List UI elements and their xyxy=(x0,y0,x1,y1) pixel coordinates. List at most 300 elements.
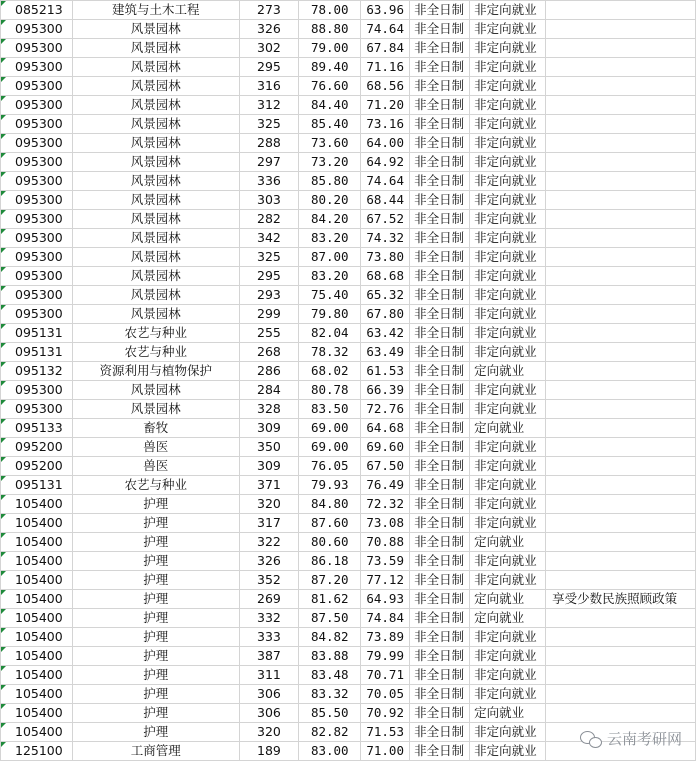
employment-type-cell: 非定向就业 xyxy=(470,571,546,590)
study-mode-cell: 非全日制 xyxy=(410,362,470,381)
remark-cell xyxy=(546,134,696,153)
remark-cell: 享受少数民族照顾政策 xyxy=(546,590,696,609)
wechat-icon xyxy=(580,730,602,748)
employment-type-cell: 非定向就业 xyxy=(470,115,546,134)
employment-type-cell: 定向就业 xyxy=(470,609,546,628)
total-score-cell: 67.84 xyxy=(361,39,410,58)
study-mode-cell: 非全日制 xyxy=(410,20,470,39)
retest-score-cell: 84.20 xyxy=(299,210,361,229)
total-score-cell: 68.68 xyxy=(361,267,410,286)
employment-type-cell: 非定向就业 xyxy=(470,400,546,419)
major-code-cell: 095300 xyxy=(1,96,73,115)
remark-cell xyxy=(546,514,696,533)
employment-type-cell: 非定向就业 xyxy=(470,191,546,210)
study-mode-cell: 非全日制 xyxy=(410,476,470,495)
remark-cell xyxy=(546,115,696,134)
table-row xyxy=(1,400,696,419)
total-score-cell: 70.92 xyxy=(361,704,410,723)
major-name-cell: 风景园林 xyxy=(72,172,239,191)
initial-score-cell: 282 xyxy=(239,210,299,229)
initial-score-cell: 332 xyxy=(239,609,299,628)
remark-cell xyxy=(546,533,696,552)
total-score-cell: 73.59 xyxy=(361,552,410,571)
study-mode-cell: 非全日制 xyxy=(410,172,470,191)
retest-score-cell: 87.00 xyxy=(299,248,361,267)
study-mode-cell: 非全日制 xyxy=(410,39,470,58)
initial-score-cell: 255 xyxy=(239,324,299,343)
employment-type-cell: 非定向就业 xyxy=(470,96,546,115)
total-score-cell: 61.53 xyxy=(361,362,410,381)
major-name-cell: 护理 xyxy=(72,495,239,514)
employment-type-cell: 非定向就业 xyxy=(470,438,546,457)
study-mode-cell: 非全日制 xyxy=(410,191,470,210)
employment-type-cell: 非定向就业 xyxy=(470,58,546,77)
employment-type-cell: 定向就业 xyxy=(470,704,546,723)
major-name-cell: 兽医 xyxy=(72,457,239,476)
study-mode-cell: 非全日制 xyxy=(410,571,470,590)
employment-type-cell: 非定向就业 xyxy=(470,172,546,191)
initial-score-cell: 336 xyxy=(239,172,299,191)
employment-type-cell: 定向就业 xyxy=(470,533,546,552)
remark-cell xyxy=(546,438,696,457)
initial-score-cell: 326 xyxy=(239,20,299,39)
major-code-cell: 105400 xyxy=(1,666,73,685)
major-code-cell: 095300 xyxy=(1,210,73,229)
total-score-cell: 74.64 xyxy=(361,172,410,191)
major-name-cell: 护理 xyxy=(72,514,239,533)
retest-score-cell: 86.18 xyxy=(299,552,361,571)
study-mode-cell: 非全日制 xyxy=(410,723,470,742)
study-mode-cell: 非全日制 xyxy=(410,704,470,723)
major-name-cell: 风景园林 xyxy=(72,39,239,58)
retest-score-cell: 75.40 xyxy=(299,286,361,305)
total-score-cell: 71.53 xyxy=(361,723,410,742)
retest-score-cell: 87.50 xyxy=(299,609,361,628)
study-mode-cell: 非全日制 xyxy=(410,343,470,362)
remark-cell xyxy=(546,77,696,96)
major-name-cell: 护理 xyxy=(72,666,239,685)
study-mode-cell: 非全日制 xyxy=(410,1,470,20)
retest-score-cell: 76.60 xyxy=(299,77,361,96)
major-code-cell: 125100 xyxy=(1,742,73,761)
retest-score-cell: 87.60 xyxy=(299,514,361,533)
total-score-cell: 67.50 xyxy=(361,457,410,476)
study-mode-cell: 非全日制 xyxy=(410,552,470,571)
major-name-cell: 兽医 xyxy=(72,438,239,457)
major-name-cell: 风景园林 xyxy=(72,229,239,248)
total-score-cell: 68.44 xyxy=(361,191,410,210)
initial-score-cell: 371 xyxy=(239,476,299,495)
remark-cell xyxy=(546,552,696,571)
major-code-cell: 095300 xyxy=(1,229,73,248)
employment-type-cell: 非定向就业 xyxy=(470,495,546,514)
major-name-cell: 风景园林 xyxy=(72,77,239,96)
initial-score-cell: 326 xyxy=(239,552,299,571)
study-mode-cell: 非全日制 xyxy=(410,96,470,115)
total-score-cell: 63.42 xyxy=(361,324,410,343)
major-name-cell: 护理 xyxy=(72,704,239,723)
major-code-cell: 095133 xyxy=(1,419,73,438)
study-mode-cell: 非全日制 xyxy=(410,457,470,476)
major-name-cell: 风景园林 xyxy=(72,58,239,77)
total-score-cell: 64.93 xyxy=(361,590,410,609)
study-mode-cell: 非全日制 xyxy=(410,419,470,438)
retest-score-cell: 78.00 xyxy=(299,1,361,20)
total-score-cell: 68.56 xyxy=(361,77,410,96)
initial-score-cell: 288 xyxy=(239,134,299,153)
remark-cell xyxy=(546,628,696,647)
table-row xyxy=(1,153,696,172)
study-mode-cell: 非全日制 xyxy=(410,400,470,419)
initial-score-cell: 316 xyxy=(239,77,299,96)
remark-cell xyxy=(546,704,696,723)
major-name-cell: 护理 xyxy=(72,628,239,647)
remark-cell xyxy=(546,476,696,495)
retest-score-cell: 76.05 xyxy=(299,457,361,476)
remark-cell xyxy=(546,647,696,666)
retest-score-cell: 68.02 xyxy=(299,362,361,381)
remark-cell xyxy=(546,666,696,685)
initial-score-cell: 189 xyxy=(239,742,299,761)
table-row xyxy=(1,457,696,476)
major-code-cell: 085213 xyxy=(1,1,73,20)
study-mode-cell: 非全日制 xyxy=(410,153,470,172)
table-row xyxy=(1,39,696,58)
retest-score-cell: 83.32 xyxy=(299,685,361,704)
major-code-cell: 095131 xyxy=(1,324,73,343)
study-mode-cell: 非全日制 xyxy=(410,58,470,77)
study-mode-cell: 非全日制 xyxy=(410,229,470,248)
retest-score-cell: 83.88 xyxy=(299,647,361,666)
table-row xyxy=(1,286,696,305)
employment-type-cell: 定向就业 xyxy=(470,590,546,609)
total-score-cell: 64.00 xyxy=(361,134,410,153)
remark-cell xyxy=(546,305,696,324)
major-code-cell: 095300 xyxy=(1,20,73,39)
employment-type-cell: 非定向就业 xyxy=(470,514,546,533)
major-name-cell: 风景园林 xyxy=(72,286,239,305)
total-score-cell: 79.99 xyxy=(361,647,410,666)
retest-score-cell: 85.40 xyxy=(299,115,361,134)
major-name-cell: 风景园林 xyxy=(72,381,239,400)
employment-type-cell: 非定向就业 xyxy=(470,685,546,704)
major-name-cell: 风景园林 xyxy=(72,134,239,153)
initial-score-cell: 311 xyxy=(239,666,299,685)
major-code-cell: 105400 xyxy=(1,704,73,723)
total-score-cell: 63.49 xyxy=(361,343,410,362)
initial-score-cell: 320 xyxy=(239,723,299,742)
employment-type-cell: 非定向就业 xyxy=(470,1,546,20)
major-code-cell: 105400 xyxy=(1,571,73,590)
major-code-cell: 095300 xyxy=(1,305,73,324)
major-code-cell: 095300 xyxy=(1,172,73,191)
retest-score-cell: 83.20 xyxy=(299,229,361,248)
table-row xyxy=(1,191,696,210)
study-mode-cell: 非全日制 xyxy=(410,666,470,685)
retest-score-cell: 84.40 xyxy=(299,96,361,115)
major-code-cell: 095300 xyxy=(1,400,73,419)
table-row xyxy=(1,533,696,552)
total-score-cell: 74.32 xyxy=(361,229,410,248)
table-row xyxy=(1,495,696,514)
major-name-cell: 工商管理 xyxy=(72,742,239,761)
initial-score-cell: 352 xyxy=(239,571,299,590)
initial-score-cell: 333 xyxy=(239,628,299,647)
major-code-cell: 105400 xyxy=(1,647,73,666)
major-name-cell: 风景园林 xyxy=(72,400,239,419)
major-code-cell: 095300 xyxy=(1,248,73,267)
retest-score-cell: 83.20 xyxy=(299,267,361,286)
study-mode-cell: 非全日制 xyxy=(410,628,470,647)
table-row xyxy=(1,343,696,362)
major-name-cell: 风景园林 xyxy=(72,210,239,229)
total-score-cell: 70.71 xyxy=(361,666,410,685)
major-code-cell: 095300 xyxy=(1,58,73,77)
initial-score-cell: 306 xyxy=(239,685,299,704)
major-code-cell: 095300 xyxy=(1,77,73,96)
total-score-cell: 66.39 xyxy=(361,381,410,400)
retest-score-cell: 79.93 xyxy=(299,476,361,495)
study-mode-cell: 非全日制 xyxy=(410,286,470,305)
employment-type-cell: 定向就业 xyxy=(470,362,546,381)
remark-cell xyxy=(546,685,696,704)
employment-type-cell: 非定向就业 xyxy=(470,628,546,647)
initial-score-cell: 299 xyxy=(239,305,299,324)
major-name-cell: 风景园林 xyxy=(72,153,239,172)
employment-type-cell: 非定向就业 xyxy=(470,134,546,153)
remark-cell xyxy=(546,248,696,267)
study-mode-cell: 非全日制 xyxy=(410,685,470,704)
total-score-cell: 64.68 xyxy=(361,419,410,438)
initial-score-cell: 302 xyxy=(239,39,299,58)
major-code-cell: 105400 xyxy=(1,685,73,704)
initial-score-cell: 273 xyxy=(239,1,299,20)
initial-score-cell: 295 xyxy=(239,58,299,77)
study-mode-cell: 非全日制 xyxy=(410,134,470,153)
major-name-cell: 风景园林 xyxy=(72,96,239,115)
major-code-cell: 105400 xyxy=(1,628,73,647)
table-row xyxy=(1,96,696,115)
remark-cell xyxy=(546,267,696,286)
table-row xyxy=(1,134,696,153)
retest-score-cell: 89.40 xyxy=(299,58,361,77)
major-code-cell: 095132 xyxy=(1,362,73,381)
table-row xyxy=(1,324,696,343)
employment-type-cell: 非定向就业 xyxy=(470,723,546,742)
remark-cell xyxy=(546,457,696,476)
study-mode-cell: 非全日制 xyxy=(410,210,470,229)
total-score-cell: 71.00 xyxy=(361,742,410,761)
employment-type-cell: 非定向就业 xyxy=(470,20,546,39)
major-code-cell: 105400 xyxy=(1,533,73,552)
remark-cell xyxy=(546,324,696,343)
major-name-cell: 农艺与种业 xyxy=(72,324,239,343)
study-mode-cell: 非全日制 xyxy=(410,115,470,134)
employment-type-cell: 非定向就业 xyxy=(470,381,546,400)
study-mode-cell: 非全日制 xyxy=(410,77,470,96)
table-row xyxy=(1,248,696,267)
remark-cell xyxy=(546,96,696,115)
table-row xyxy=(1,77,696,96)
total-score-cell: 71.16 xyxy=(361,58,410,77)
total-score-cell: 73.16 xyxy=(361,115,410,134)
total-score-cell: 67.80 xyxy=(361,305,410,324)
remark-cell xyxy=(546,419,696,438)
retest-score-cell: 73.60 xyxy=(299,134,361,153)
major-name-cell: 护理 xyxy=(72,647,239,666)
table-row xyxy=(1,305,696,324)
initial-score-cell: 328 xyxy=(239,400,299,419)
major-name-cell: 护理 xyxy=(72,571,239,590)
table-row xyxy=(1,419,696,438)
major-code-cell: 105400 xyxy=(1,495,73,514)
table-row xyxy=(1,685,696,704)
major-name-cell: 资源利用与植物保护 xyxy=(72,362,239,381)
study-mode-cell: 非全日制 xyxy=(410,647,470,666)
major-name-cell: 护理 xyxy=(72,609,239,628)
initial-score-cell: 309 xyxy=(239,419,299,438)
major-code-cell: 095300 xyxy=(1,115,73,134)
table-row xyxy=(1,476,696,495)
table-row xyxy=(1,704,696,723)
table-row xyxy=(1,115,696,134)
initial-score-cell: 297 xyxy=(239,153,299,172)
initial-score-cell: 320 xyxy=(239,495,299,514)
major-code-cell: 095200 xyxy=(1,457,73,476)
study-mode-cell: 非全日制 xyxy=(410,267,470,286)
major-code-cell: 105400 xyxy=(1,552,73,571)
initial-score-cell: 325 xyxy=(239,115,299,134)
study-mode-cell: 非全日制 xyxy=(410,533,470,552)
remark-cell xyxy=(546,495,696,514)
major-name-cell: 风景园林 xyxy=(72,115,239,134)
table-row xyxy=(1,590,696,609)
employment-type-cell: 非定向就业 xyxy=(470,742,546,761)
initial-score-cell: 309 xyxy=(239,457,299,476)
table-row xyxy=(1,628,696,647)
major-name-cell: 风景园林 xyxy=(72,267,239,286)
retest-score-cell: 80.20 xyxy=(299,191,361,210)
total-score-cell: 73.08 xyxy=(361,514,410,533)
major-code-cell: 095300 xyxy=(1,267,73,286)
remark-cell xyxy=(546,571,696,590)
major-name-cell: 护理 xyxy=(72,552,239,571)
table-row xyxy=(1,362,696,381)
study-mode-cell: 非全日制 xyxy=(410,495,470,514)
major-code-cell: 095300 xyxy=(1,39,73,58)
retest-score-cell: 85.50 xyxy=(299,704,361,723)
table-row xyxy=(1,647,696,666)
major-name-cell: 风景园林 xyxy=(72,191,239,210)
remark-cell xyxy=(546,343,696,362)
employment-type-cell: 非定向就业 xyxy=(470,647,546,666)
study-mode-cell: 非全日制 xyxy=(410,305,470,324)
retest-score-cell: 83.00 xyxy=(299,742,361,761)
major-code-cell: 095300 xyxy=(1,134,73,153)
total-score-cell: 76.49 xyxy=(361,476,410,495)
major-name-cell: 护理 xyxy=(72,590,239,609)
study-mode-cell: 非全日制 xyxy=(410,514,470,533)
employment-type-cell: 非定向就业 xyxy=(470,39,546,58)
total-score-cell: 70.05 xyxy=(361,685,410,704)
total-score-cell: 74.84 xyxy=(361,609,410,628)
major-code-cell: 105400 xyxy=(1,590,73,609)
employment-type-cell: 非定向就业 xyxy=(470,153,546,172)
retest-score-cell: 84.82 xyxy=(299,628,361,647)
total-score-cell: 64.92 xyxy=(361,153,410,172)
total-score-cell: 67.52 xyxy=(361,210,410,229)
major-code-cell: 095300 xyxy=(1,153,73,172)
remark-cell xyxy=(546,20,696,39)
employment-type-cell: 非定向就业 xyxy=(470,210,546,229)
major-name-cell: 风景园林 xyxy=(72,248,239,267)
initial-score-cell: 284 xyxy=(239,381,299,400)
employment-type-cell: 非定向就业 xyxy=(470,324,546,343)
watermark xyxy=(580,728,682,749)
table-row xyxy=(1,172,696,191)
total-score-cell: 71.20 xyxy=(361,96,410,115)
employment-type-cell: 非定向就业 xyxy=(470,248,546,267)
table-row xyxy=(1,58,696,77)
table-row xyxy=(1,552,696,571)
major-code-cell: 095300 xyxy=(1,286,73,305)
initial-score-cell: 295 xyxy=(239,267,299,286)
major-name-cell: 风景园林 xyxy=(72,20,239,39)
table-row xyxy=(1,609,696,628)
employment-type-cell: 定向就业 xyxy=(470,419,546,438)
initial-score-cell: 350 xyxy=(239,438,299,457)
remark-cell xyxy=(546,229,696,248)
major-name-cell: 护理 xyxy=(72,533,239,552)
table-row xyxy=(1,267,696,286)
major-code-cell: 095131 xyxy=(1,343,73,362)
retest-score-cell: 85.80 xyxy=(299,172,361,191)
major-code-cell: 095300 xyxy=(1,381,73,400)
major-name-cell: 护理 xyxy=(72,685,239,704)
initial-score-cell: 387 xyxy=(239,647,299,666)
major-code-cell: 095131 xyxy=(1,476,73,495)
remark-cell xyxy=(546,381,696,400)
retest-score-cell: 81.62 xyxy=(299,590,361,609)
table-row xyxy=(1,571,696,590)
employment-type-cell: 非定向就业 xyxy=(470,77,546,96)
table-row xyxy=(1,514,696,533)
retest-score-cell: 78.32 xyxy=(299,343,361,362)
major-code-cell: 105400 xyxy=(1,723,73,742)
initial-score-cell: 269 xyxy=(239,590,299,609)
total-score-cell: 70.88 xyxy=(361,533,410,552)
remark-cell xyxy=(546,210,696,229)
employment-type-cell: 非定向就业 xyxy=(470,666,546,685)
table-row xyxy=(1,210,696,229)
remark-cell xyxy=(546,39,696,58)
employment-type-cell: 非定向就业 xyxy=(470,286,546,305)
table-row xyxy=(1,1,696,20)
employment-type-cell: 非定向就业 xyxy=(470,305,546,324)
table-row xyxy=(1,229,696,248)
study-mode-cell: 非全日制 xyxy=(410,324,470,343)
table-row xyxy=(1,666,696,685)
remark-cell xyxy=(546,362,696,381)
table-row xyxy=(1,20,696,39)
study-mode-cell: 非全日制 xyxy=(410,438,470,457)
study-mode-cell: 非全日制 xyxy=(410,609,470,628)
initial-score-cell: 342 xyxy=(239,229,299,248)
retest-score-cell: 79.80 xyxy=(299,305,361,324)
retest-score-cell: 80.78 xyxy=(299,381,361,400)
remark-cell xyxy=(546,172,696,191)
total-score-cell: 73.80 xyxy=(361,248,410,267)
